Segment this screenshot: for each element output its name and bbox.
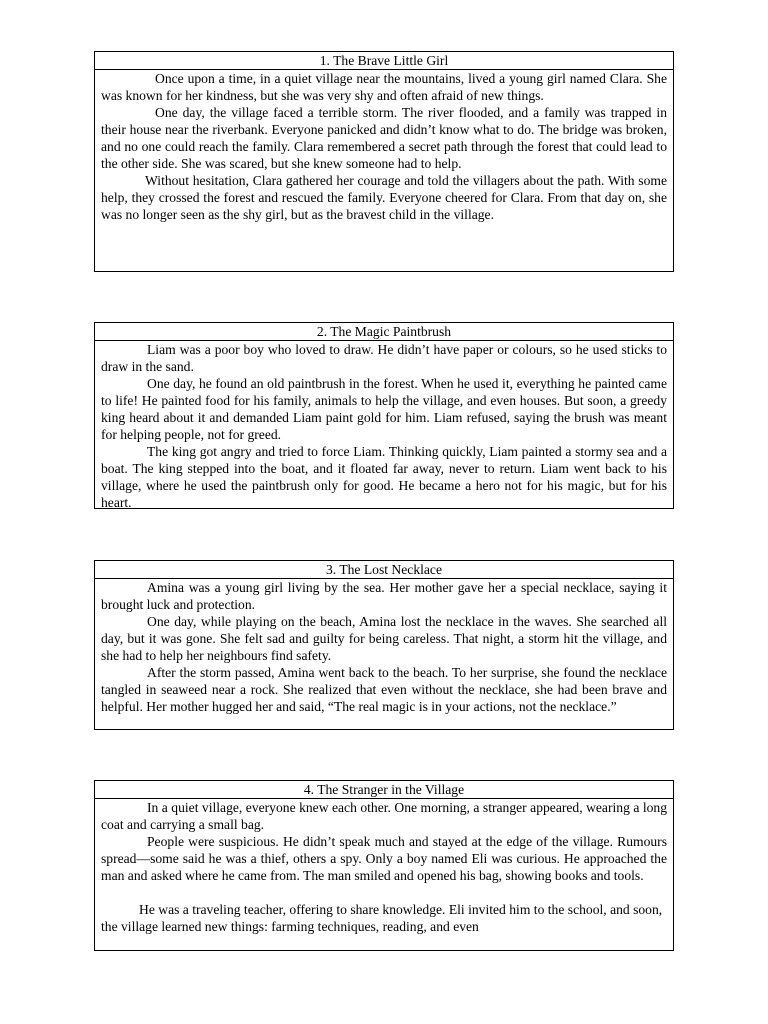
story-paragraph: One day, the village faced a terrible storm. The river flooded, and a family was trapped in their house near the riverbank. Everyone panicked and didn’t know what to do. The bridge was broken, and no one could reach the family. Clara remembered a secret path through the forest that could lead to the other side. She was scared, but she knew someone had to help. xyxy=(101,105,667,171)
story-box-lost-necklace xyxy=(94,560,674,730)
story-body xyxy=(95,341,673,511)
story-title: 2. The Magic Paintbrush xyxy=(95,323,673,341)
story-paragraph: Once upon a time, in a quiet village near the mountains, lived a young girl named Clara. She was known for her kindness, but she was very shy and often afraid of new things. xyxy=(101,71,667,103)
story-title: 3. The Lost Necklace xyxy=(95,561,673,579)
story-paragraph: He was a traveling teacher, offering to share knowledge. Eli invited him to the school, and soon, the village learned new things: farming techniques, reading, and even xyxy=(101,902,663,934)
story-paragraph: One day, while playing on the beach, Amina lost the necklace in the waves. She searched all day, but it was gone. She felt sad and guilty for being careless. That night, a storm hit the village, and she had to help her neighbours find safety. xyxy=(101,614,667,663)
story-body xyxy=(95,70,673,223)
story-body xyxy=(95,799,673,935)
story-paragraph: In a quiet village, everyone knew each other. One morning, a stranger appeared, wearing a long coat and carrying a small bag. xyxy=(101,800,667,832)
story-box-magic-paintbrush xyxy=(94,322,674,509)
story-title: 4. The Stranger in the Village xyxy=(95,781,673,799)
story-body xyxy=(95,579,673,715)
story-box-brave-little-girl xyxy=(94,51,674,272)
story-paragraph: Liam was a poor boy who loved to draw. He didn’t have paper or colours, so he used sticks to draw in the sand. xyxy=(101,342,667,374)
story-paragraph: After the storm passed, Amina went back to the beach. To her surprise, she found the necklace tangled in seaweed near a rock. She realized that even without the necklace, she had been brave and helpful. Her mother hugged her and said, “The real magic is in your actions, not the necklace.” xyxy=(101,665,667,714)
story-paragraph: One day, he found an old paintbrush in the forest. When he used it, everything he painted came to life! He painted food for his family, animals to help the village, and even houses. But soon, a greedy king heard about it and demanded Liam paint gold for him. Liam refused, saying the brush was meant for helping people, not for greed. xyxy=(101,376,667,442)
paragraph-spacer xyxy=(101,884,667,901)
story-paragraph: Amina was a young girl living by the sea. Her mother gave her a special necklace, saying it brought luck and protection. xyxy=(101,580,667,612)
story-paragraph: People were suspicious. He didn’t speak much and stayed at the edge of the village. Rumours spread—some said he was a thief, others a spy. Only a boy named Eli was curious. He approached the man and asked where he came from. The man smiled and opened his bag, showing books and tools. xyxy=(101,834,667,883)
story-paragraph: Without hesitation, Clara gathered her courage and told the villagers about the path. With some help, they crossed the forest and rescued the family. Everyone cheered for Clara. From that day on, she was no longer seen as the shy girl, but as the bravest child in the village. xyxy=(101,173,667,222)
story-paragraph: The king got angry and tried to force Liam. Thinking quickly, Liam painted a stormy sea and a boat. The king stepped into the boat, and it floated far away, never to return. Liam went back to his village, where he used the paintbrush only for good. He became a hero not for his magic, but for his heart. xyxy=(101,444,667,510)
story-box-stranger-in-village xyxy=(94,780,674,951)
story-title: 1. The Brave Little Girl xyxy=(95,52,673,70)
